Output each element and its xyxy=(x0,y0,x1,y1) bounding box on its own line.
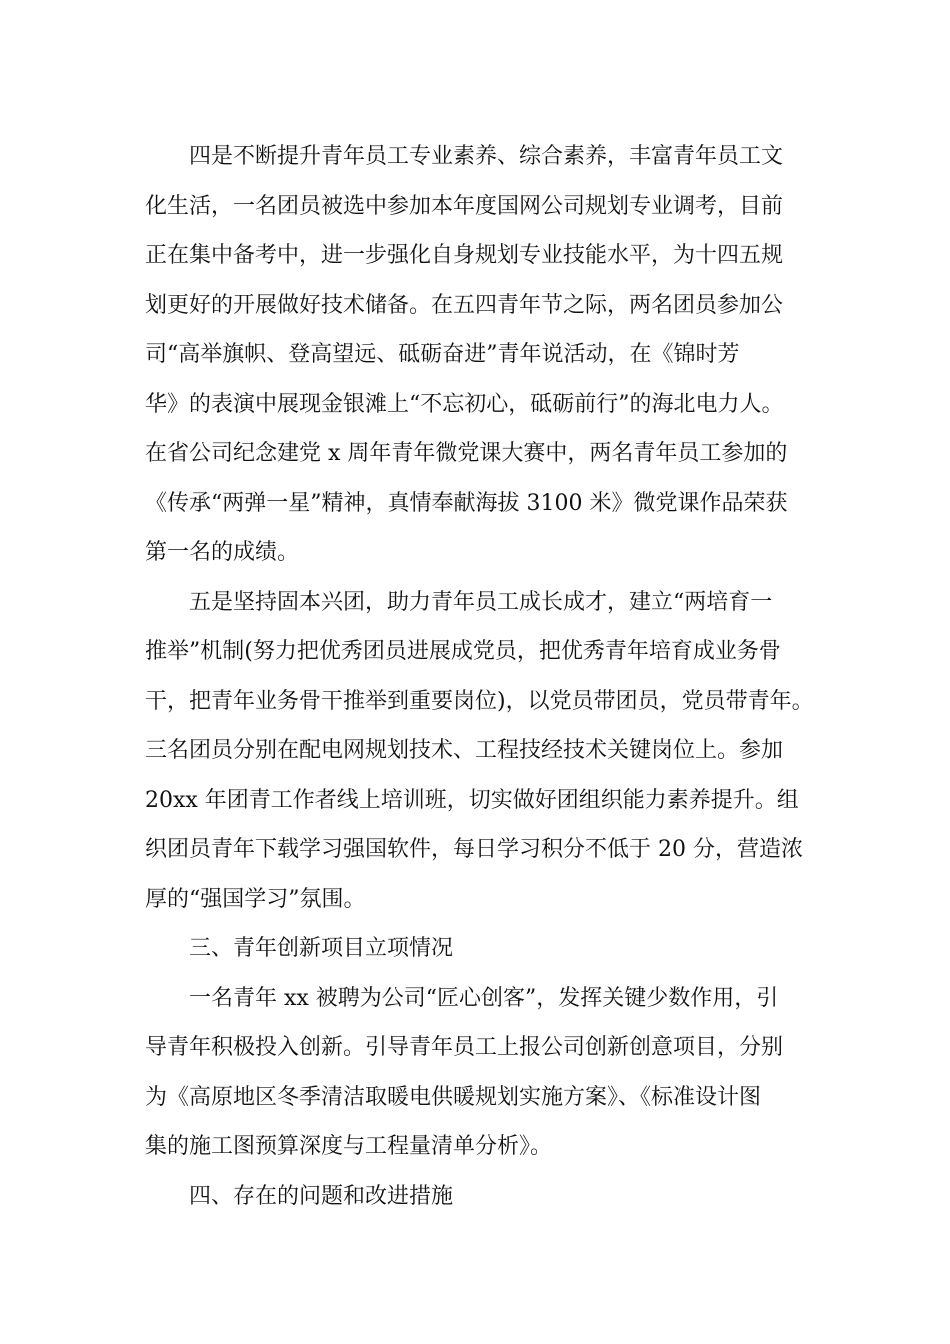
paragraph-line: 五是坚持固本兴团，助力青年员工成长成才，建立“两培育一 xyxy=(189,589,773,615)
paragraph-line: 司“高举旗帜、登高望远、砥砺奋进”青年说活动，在《锦时芳 xyxy=(145,342,740,367)
paragraph-line: 化生活，一名团员被选中参加本年度国网公司规划专业调考，目前 xyxy=(145,193,784,219)
paragraph-youth-growth xyxy=(145,578,815,925)
paragraph-line: 正在集中备考中，进一步强化自身规划专业技能水平，为十四五规 xyxy=(145,243,784,268)
paragraph-line: 织团员青年下载学习强国软件，每日学习积分不低于 20 分，营造浓 xyxy=(145,837,803,862)
paragraph-line: 20xx 年团青工作者线上培训班，切实做好团组织能力素养提升。组 xyxy=(145,787,799,813)
paragraph-line: 导青年积极投入创新。引导青年员工上报公司创新创意项目，分别 xyxy=(145,1035,784,1060)
paragraph-line: 集的施工图预算深度与工程量清单分析》。 xyxy=(145,1134,553,1159)
paragraph-youth-quality xyxy=(145,132,815,578)
paragraph-line: 划更好的开展做好技术储备。在五四青年节之际，两名团员参加公 xyxy=(145,292,784,318)
paragraph-line: 厚的“强国学习”氛围。 xyxy=(145,886,366,912)
paragraph-line: 三名团员分别在配电网规划技术、工程技经技术关键岗位上。参加 xyxy=(145,738,784,763)
paragraph-line: 干，把青年业务骨干推举到重要岗位)，以党员带团员，党员带青年。 xyxy=(145,688,814,714)
paragraph-line: 一名青年 xx 被聘为公司“匠心创客”，发挥关键少数作用，引 xyxy=(189,985,779,1011)
paragraph-line: 为《高原地区冬季清洁取暖电供暖规划实施方案》、《标准设计图 xyxy=(145,1084,762,1110)
paragraph-line: 在省公司纪念建党 x 周年青年微党课大赛中，两名青年员工参加的 xyxy=(145,441,788,466)
section-heading-problems: 四、存在的问题和改进措施 xyxy=(189,1183,454,1209)
document-body xyxy=(145,132,815,1221)
paragraph-line: 第一名的成绩。 xyxy=(145,540,300,565)
section-heading-innovation: 三、青年创新项目立项情况 xyxy=(189,936,454,961)
paragraph-line: 四是不断提升青年员工专业素养、综合素养，丰富青年员工文 xyxy=(189,144,784,169)
paragraph-line: 华》的表演中展现金银滩上“不忘初心，砥砺前行”的海北电力人。 xyxy=(145,391,784,417)
paragraph-line: 推举”机制(努力把优秀团员进展成党员，把优秀青年培育成业务骨 xyxy=(145,639,781,664)
paragraph-line: 《传承“两弹一星”精神，真情奉献海拔 3100 米》微党课作品荣获 xyxy=(145,490,788,516)
paragraph-innovation xyxy=(145,974,815,1172)
